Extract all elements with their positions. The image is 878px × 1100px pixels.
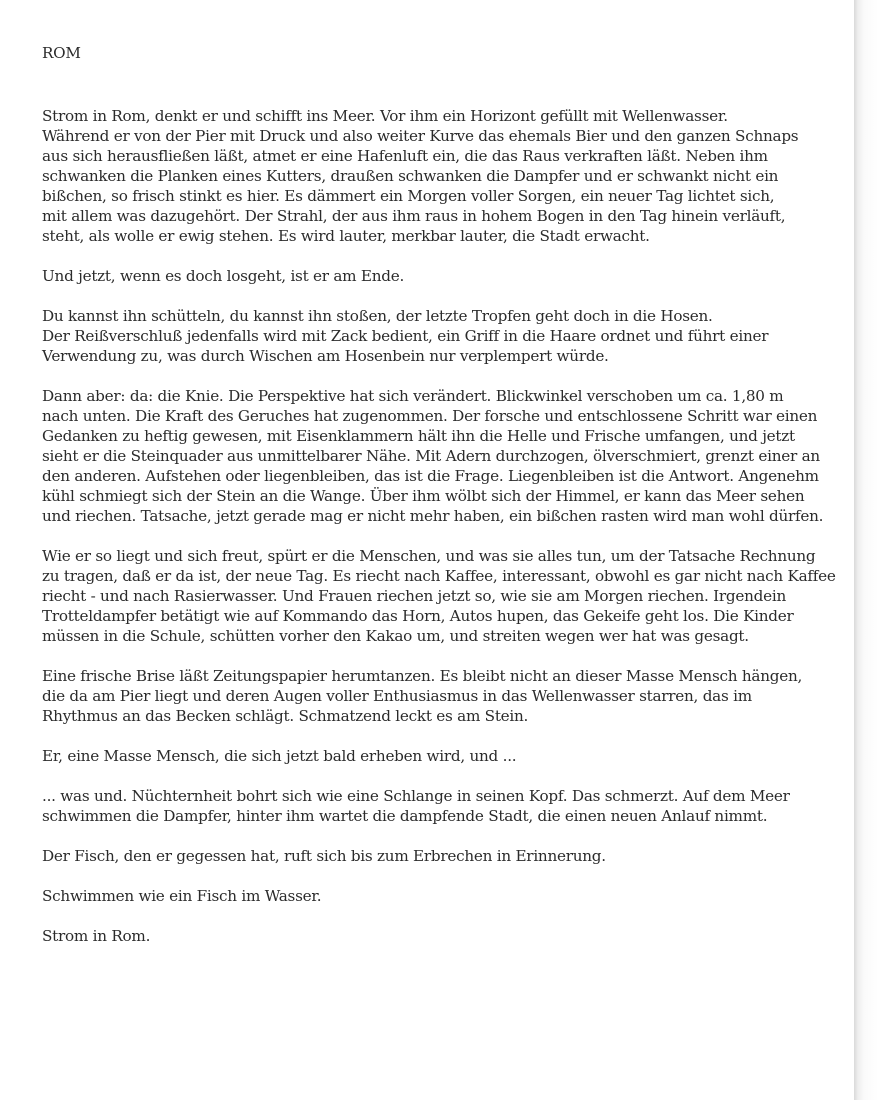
- paragraph-6: [42, 666, 842, 726]
- paragraph-4: [42, 386, 842, 526]
- paragraph-line: Während er von der Pier mit Druck und also weiter Kurve das ehemals Bier und den ganzen Schnaps: [42, 127, 799, 145]
- paragraph-line: mit allem was dazugehört. Der Strahl, der aus ihm raus in hohem Bogen in den Tag hinein verläuft,: [42, 207, 786, 225]
- paragraph-line: Und jetzt, wenn es doch losgeht, ist er am Ende.: [42, 267, 405, 285]
- paragraph-line: zu tragen, daß er da ist, der neue Tag. Es riecht nach Kaffee, interessant, obwohl es gar nicht nach Kaffee: [42, 567, 836, 585]
- paragraph-line: sieht er die Steinquader aus unmittelbarer Nähe. Mit Adern durchzogen, ölverschmiert, grenzt einer an: [42, 447, 820, 465]
- paragraph-3: [42, 306, 842, 366]
- paragraph-line: Eine frische Brise läßt Zeitungspapier herumtanzen. Es bleibt nicht an dieser Masse Mensch hängen,: [42, 667, 803, 685]
- paragraph-line: kühl schmiegt sich der Stein an die Wange. Über ihm wölbt sich der Himmel, er kann das Meer sehen: [42, 487, 805, 505]
- paragraph-line: Wie er so liegt und sich freut, spürt er die Menschen, und was sie alles tun, um der Tatsache Rechnung: [42, 547, 816, 565]
- paragraph-line: müssen in die Schule, schütten vorher den Kakao um, und streiten wegen wer hat was gesagt.: [42, 627, 749, 645]
- paragraph-5: [42, 546, 842, 646]
- paragraph-line: Gedanken zu heftig gewesen, mit Eisenklammern hält ihn die Helle und Frische umfangen, und jetzt: [42, 427, 795, 445]
- document-title: ROM: [42, 44, 81, 62]
- paragraph-line: ... was und. Nüchternheit bohrt sich wie eine Schlange in seinen Kopf. Das schmerzt. Auf dem Meer: [42, 787, 790, 805]
- paragraph-line: Strom in Rom.: [42, 927, 151, 945]
- paragraph-line: schwimmen die Dampfer, hinter ihm wartet die dampfende Stadt, die einen neuen Anlauf nimmt.: [42, 807, 768, 825]
- paragraph-line: aus sich herausfließen läßt, atmet er eine Hafenluft ein, die das Raus verkraften läßt. Neben ihm: [42, 147, 768, 165]
- paragraph-1: [42, 106, 842, 246]
- paragraph-line: die da am Pier liegt und deren Augen voller Enthusiasmus in das Wellenwasser starren, das im: [42, 687, 752, 705]
- paragraph-line: Der Fisch, den er gegessen hat, ruft sich bis zum Erbrechen in Erinnerung.: [42, 847, 606, 865]
- paragraph-line: schwanken die Planken eines Kutters, draußen schwanken die Dampfer und er schwankt nicht ein: [42, 167, 779, 185]
- paragraph-11: [42, 926, 842, 946]
- paragraph-line: steht, als wolle er ewig stehen. Es wird lauter, merkbar lauter, die Stadt erwacht.: [42, 227, 650, 245]
- paragraph-line: den anderen. Aufstehen oder liegenbleiben, das ist die Frage. Liegenbleiben ist die Antwort. Angenehm: [42, 467, 819, 485]
- paragraph-2: [42, 266, 842, 286]
- paragraph-line: Du kannst ihn schütteln, du kannst ihn stoßen, der letzte Tropfen geht doch in die Hosen.: [42, 307, 713, 325]
- paragraph-line: Verwendung zu, was durch Wischen am Hosenbein nur verplempert würde.: [42, 347, 609, 365]
- paragraph-line: Schwimmen wie ein Fisch im Wasser.: [42, 887, 322, 905]
- paragraph-line: nach unten. Die Kraft des Geruches hat zugenommen. Der forsche und entschlossene Schritt war einen: [42, 407, 818, 425]
- paragraph-line: Dann aber: da: die Knie. Die Perspektive hat sich verändert. Blickwinkel verschoben um ca. 1,80 m: [42, 387, 784, 405]
- paragraph-10: [42, 886, 842, 906]
- paragraph-line: Er, eine Masse Mensch, die sich jetzt bald erheben wird, und ...: [42, 747, 517, 765]
- paragraph-line: bißchen, so frisch stinkt es hier. Es dämmert ein Morgen voller Sorgen, ein neuer Tag lichtet sich,: [42, 187, 775, 205]
- paragraph-line: Rhythmus an das Becken schlägt. Schmatzend leckt es am Stein.: [42, 707, 529, 725]
- paragraph-7: [42, 746, 842, 766]
- document-body: [42, 43, 842, 966]
- page-edge-shadow: [854, 0, 878, 1100]
- paragraph-line: Der Reißverschluß jedenfalls wird mit Zack bedient, ein Griff in die Haare ordnet und führt einer: [42, 327, 769, 345]
- paragraph-line: Strom in Rom, denkt er und schifft ins Meer. Vor ihm ein Horizont gefüllt mit Wellenwasser.: [42, 107, 728, 125]
- paragraph-8: [42, 786, 842, 826]
- paragraph-line: riecht - und nach Rasierwasser. Und Frauen riechen jetzt so, wie sie am Morgen riechen. Irgendein: [42, 587, 787, 605]
- paragraph-9: [42, 846, 842, 866]
- paragraph-line: und riechen. Tatsache, jetzt gerade mag er nicht mehr haben, ein bißchen rasten wird man wohl dürfen.: [42, 507, 824, 525]
- paragraph-line: Trotteldampfer betätigt wie auf Kommando das Horn, Autos hupen, das Gekeife geht los. Die Kinder: [42, 607, 794, 625]
